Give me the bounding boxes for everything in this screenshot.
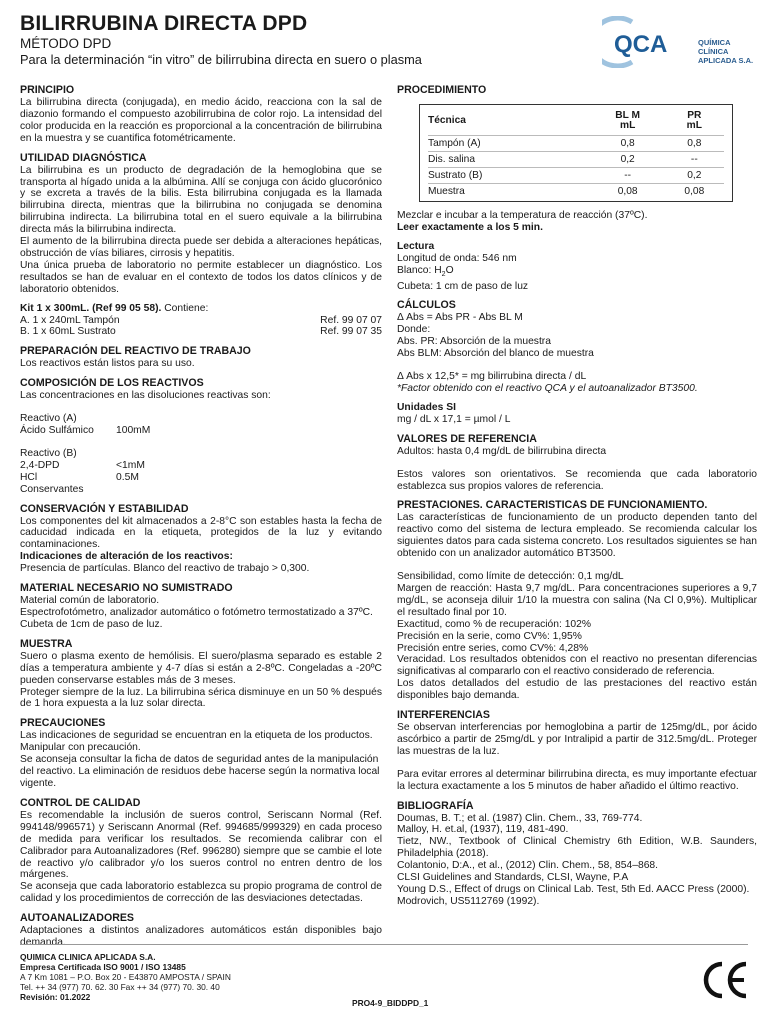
column-header: Técnica bbox=[428, 115, 466, 126]
valores-p2: Estos valores son orientativos. Se recomienda que cada laboratorio establezca sus propios valores de referencia. bbox=[397, 468, 757, 492]
composicion-text: Las concentraciones en las disoluciones reactivas son: bbox=[20, 390, 271, 402]
conservacion-text: Los componentes del kit almacenados a 2-8°C son estables hasta la fecha de caducidad indicada en la etiqueta, protegidos de la luz y evitando contaminaciones. bbox=[20, 515, 382, 551]
section-material bbox=[20, 582, 382, 631]
muestra-p1: Suero o plasma exento de hemólisis. El suero/plasma separado es estable 2 días a temperatura ambiente y 4-7 días si están a 2-8ºC. Congeladas a -20ºC pueden conservarse estables más de 3 meses. bbox=[20, 650, 382, 686]
section-precauciones bbox=[20, 717, 382, 790]
kit-item: A. 1 x 240mL Tampón Ref. 99 07 07 bbox=[20, 314, 382, 326]
heading-principio: PRINCIPIO bbox=[20, 84, 75, 96]
procedure-instruction-bold: Leer exactamente a los 5 min. bbox=[397, 221, 543, 233]
calc-footnote: *Factor obtenido con el reactivo QCA y el autoanalizador BT3500. bbox=[397, 383, 698, 395]
reference-item: CLSI Guidelines and Standards, CLSI, Wayne, P.A bbox=[397, 872, 629, 884]
heading-composicion: COMPOSICIÓN DE LOS REACTIVOS bbox=[20, 377, 204, 390]
heading-precauciones: PRECAUCIONES bbox=[20, 717, 106, 730]
section-lectura bbox=[397, 241, 757, 293]
heading-procedimiento: PROCEDIMIENTO bbox=[397, 84, 487, 96]
prestaciones-line: Precisión entre series, como CV%: 4,28% bbox=[397, 642, 589, 654]
valores-text: Adultos: hasta 0,4 mg/dL de bilirrubina directa bbox=[397, 445, 607, 457]
right-column bbox=[397, 84, 757, 915]
procedure-instruction: Mezclar e incubar a la temperatura de reacción (37ºC). bbox=[397, 210, 648, 221]
reagent-row: HCl 0.5M bbox=[20, 471, 139, 483]
section-preparacion bbox=[20, 345, 382, 370]
prestaciones-p1: Las características de funcionamiento de un producto dependen tanto del reactivo como del sistema de lectura empleado. Se recomienda calcular los siguientes datos para cada sistema concreto. Los resultados siguientes se han obtenido con un analizador automático BT3500. bbox=[397, 512, 757, 560]
document-header bbox=[20, 12, 760, 72]
section-bibliografia bbox=[397, 800, 757, 908]
material-line: Material común de laboratorio. bbox=[20, 595, 160, 607]
reagent-row: Conservantes bbox=[20, 483, 84, 495]
section-prestaciones bbox=[397, 499, 757, 702]
calc-line: Abs. PR: Absorción de la muestra bbox=[397, 336, 551, 348]
footer-cert: Empresa Certificada ISO 9001 / ISO 13485 bbox=[20, 962, 186, 972]
footer-address: A 7 Km 1081 – P.O. Box 20 - E43870 AMPOSTA / SPAIN bbox=[20, 972, 231, 982]
heading-interferencias: INTERFERENCIAS bbox=[397, 709, 490, 722]
heading-lectura: Lectura bbox=[397, 240, 435, 252]
procedure-table bbox=[428, 109, 724, 199]
prestaciones-line: Los datos detallados del estudio de las prestaciones del reactivo están disponibles bajo demanda. bbox=[397, 678, 757, 702]
conservacion-subheading: Indicaciones de alteración de los reactivos: bbox=[20, 551, 233, 563]
calc-formula: Δ Abs x 12,5* = mg bilirrubina directa / dL bbox=[397, 371, 587, 383]
section-kit bbox=[20, 303, 382, 339]
logo-company-name: QUÍMICA CLÍNICA APLICADA S.A. bbox=[698, 38, 754, 65]
section-unidades bbox=[397, 402, 757, 426]
table-row: Dis. salina 0,2 -- bbox=[428, 152, 724, 168]
calc-line: Donde: bbox=[397, 324, 431, 336]
utilidad-p2: El aumento de la bilirrubina directa puede ser debida a alteraciones hepáticas, obstrucción de vías biliares, cirrosis y hepatitis. bbox=[20, 236, 382, 259]
muestra-p2: Proteger siempre de la luz. La bilirrubina sérica disminuye en un 50 % después de 1 hora expuesta a la luz solar directa. bbox=[20, 686, 382, 710]
lectura-line: Longitud de onda: 546 nm bbox=[397, 252, 517, 264]
table-row: Muestra 0,08 0,08 bbox=[428, 184, 724, 200]
table-row: Sustrato (B) -- 0,2 bbox=[428, 168, 724, 184]
heading-prestaciones: PRESTACIONES. CARACTERISTICAS DE FUNCIONAMIENTO. bbox=[397, 499, 708, 512]
heading-material: MATERIAL NECESARIO NO SUMISTRADO bbox=[20, 582, 233, 595]
prestaciones-line: Sensibilidad, como límite de detección: 0,1 mg/dL bbox=[397, 571, 624, 583]
utilidad-p1: La bilirrubina es un producto de degradación de la hemoglobina que se transporta al hígado unida a la albúmina. Allí se conjuga con ácido glucorónico y se excreta a través de la bilis. Esta bilirrubina conjugada es la llamada bilirrubina directa, mientras que la bilirrubina no conjugada se denomina bilirrubina indirecta. La bilirrubina total en el suero equivale a la bilirrubina directa más la bilirrubina indirecta. bbox=[20, 164, 382, 236]
precauciones-p1: Las indicaciones de seguridad se encuentran en la etiqueta de los productos. Manipular con precaución. bbox=[20, 730, 373, 754]
reference-item: Colantonio, D:A., et al., (2012) Clin. Chem., 58, 854–868. bbox=[397, 860, 659, 872]
section-muestra bbox=[20, 638, 382, 711]
document-title: BILIRRUBINA DIRECTA DPD bbox=[20, 12, 308, 35]
footer-company: QUIMICA CLINICA APLICADA S.A. bbox=[20, 952, 156, 962]
prestaciones-line: Precisión en la serie, como CV%: 1,95% bbox=[397, 630, 582, 642]
ce-mark-icon bbox=[700, 960, 750, 1000]
document-subtitle: MÉTODO DPD bbox=[20, 36, 112, 51]
heading-calculos: CÁLCULOS bbox=[397, 299, 456, 312]
precauciones-p2: Se aconseja consultar la ficha de datos de seguridad antes de la manipulación del reactivo. La eliminación de residuos debe hacerse según la normativa local vigente. bbox=[20, 754, 380, 789]
lectura-line: Cubeta: 1 cm de paso de luz bbox=[397, 280, 529, 292]
section-interferencias bbox=[397, 709, 757, 793]
table-header-row bbox=[428, 109, 724, 136]
column-header: BL M mL bbox=[615, 110, 641, 131]
control-p1: Es recomendable la inclusión de sueros control, Seriscann Normal (Ref. 994148/996571) y Seriscann Anormal (Ref. 994685/999329) en cada proceso de medida para verificar los resultados. Se recomienda calibrar con el Calibrador para Autoanalizadores (Ref. 996280) siempre que se cambie el lote de reactivo y/o calibrador y/o los sueros control no entren dentro de los márgenes. bbox=[20, 809, 382, 881]
conservacion-subtext: Presencia de partículas. Blanco del reactivo de trabajo > 0,300. bbox=[20, 563, 310, 575]
section-procedimiento bbox=[397, 84, 757, 234]
material-line: Cubeta de 1cm de paso de luz. bbox=[20, 618, 163, 630]
section-utilidad bbox=[20, 152, 382, 296]
document-tagline: Para la determinación “in vitro” de bilirrubina directa en suero o plasma bbox=[20, 52, 422, 67]
left-column bbox=[20, 84, 382, 956]
reference-item: Malloy, H. et.al, (1937), 119, 481-490. bbox=[397, 824, 569, 836]
prestaciones-line: Exactitud, como % de recuperación: 102% bbox=[397, 618, 592, 630]
heading-unidades: Unidades SI bbox=[397, 401, 456, 413]
unidades-text: mg / dL x 17,1 = µmol / L bbox=[397, 413, 511, 425]
heading-utilidad: UTILIDAD DIAGNÓSTICA bbox=[20, 151, 147, 164]
material-line: Espectrofotómetro, analizador automático o fotómetro termostatizado a 37ºC. bbox=[20, 607, 373, 618]
interferencias-p2: Para evitar errores al determinar bilirrubina directa, es muy importante efectuar la lectura exactamente a los 5 minutos de haber añadido el último reactivo. bbox=[397, 768, 757, 792]
footer-divider bbox=[20, 944, 748, 945]
section-composicion bbox=[20, 377, 382, 495]
calc-line: Abs BLM: Absorción del blanco de muestra bbox=[397, 348, 594, 360]
section-conservacion bbox=[20, 503, 382, 576]
logo-mark: QCA bbox=[614, 31, 668, 58]
prestaciones-line: Veracidad. Los resultados obtenidos con el reactivo no presentan diferencias significativas al compararlo con el reactivo considerado de referencia. bbox=[397, 654, 757, 678]
footer-company-info bbox=[20, 952, 231, 1002]
interferencias-p1: Se observan interferencias por hemoglobina a partir de 125mg/dL, por ácido ascórbico a partir de 25mg/dL y por Intralipid a partir de 312.5mg/dL. Proteger las muestras de la luz. bbox=[397, 722, 757, 757]
control-p2: Se aconseja que cada laboratorio establezca su propio programa de control de calidad y los procedimientos de corrección de las desviaciones detectadas. bbox=[20, 881, 382, 905]
reference-item: Young D.S., Effect of drugs on Clinical Lab. Test, 5th Ed. AACC Press (2000). bbox=[397, 884, 750, 896]
heading-control: CONTROL DE CALIDAD bbox=[20, 796, 141, 809]
reagent-row: 2,4-DPD <1mM bbox=[20, 459, 145, 471]
principio-text: La bilirrubina directa (conjugada), en medio ácido, reacciona con la sal de diazonio formando el compuesto azobilirrubina de color rojo. La intensidad del color producida en la reacción es proporcional a la concentración de bilirrubina en la muestra y se cuantifica fotométricamente. bbox=[20, 97, 382, 144]
reactivo-b-label: Reactivo (B) bbox=[20, 447, 77, 459]
lectura-line: Blanco: $H_2O$ bbox=[397, 264, 454, 278]
kit-item: B. 1 x 60mL Sustrato Ref. 99 07 35 bbox=[20, 326, 382, 338]
heading-preparacion: PREPARACIÓN DEL REACTIVO DE TRABAJO bbox=[20, 345, 251, 358]
reference-item: Modrovich, US5112769 (1992). bbox=[397, 895, 540, 907]
column-header: PR mL bbox=[686, 110, 702, 131]
heading-autoanalizadores: AUTOANALIZADORES bbox=[20, 912, 134, 925]
footer-revision: Revisión: 01.2022 bbox=[20, 992, 91, 1002]
procedure-table-box bbox=[419, 104, 733, 202]
section-valores bbox=[397, 433, 757, 493]
reference-item: Doumas, B. T.; et al. (1987) Clin. Chem., 33, 769-774. bbox=[397, 812, 643, 824]
prestaciones-line: Margen de reacción: Hasta 9,7 mg/dL. Para concentraciones superiores a 9,7 mg/dL, se aconseja diluir 1/10 la muestra con salina (Na Cl 0,9%). Multiplicar el resultado final por 10. bbox=[397, 582, 757, 618]
reagent-row: Ácido Sulfámico 100mM bbox=[20, 425, 151, 437]
footer-tel: Tel. ++ 34 (977) 70. 62. 30 Fax ++ 34 (977) 70. 30. 40 bbox=[20, 982, 220, 992]
heading-valores: VALORES DE REFERENCIA bbox=[397, 432, 537, 445]
heading-muestra: MUESTRA bbox=[20, 637, 73, 650]
section-principio bbox=[20, 84, 382, 145]
autoanalizadores-text: Adaptaciones a distintos analizadores automáticos están disponibles bajo demanda. bbox=[20, 925, 382, 949]
calc-line: Δ Abs = Abs PR - Abs BL M bbox=[397, 312, 523, 324]
reactivo-a-label: Reactivo (A) bbox=[20, 413, 77, 425]
preparacion-text: Los reactivos están listos para su uso. bbox=[20, 358, 195, 370]
utilidad-p3: Una única prueba de laboratorio no permite establecer un diagnóstico. Los resultados se han de evaluar en el contexto de todos los datos clínicos y de laboratorio obtenidos. bbox=[20, 259, 382, 295]
table-row: Tampón (A) 0,8 0,8 bbox=[428, 136, 724, 152]
heading-conservacion: CONSERVACIÓN Y ESTABILIDAD bbox=[20, 502, 189, 515]
reference-item: Tietz, NW., Textbook of Clinical Chemistry 6th Edition, W.B. Saunders, Philadelphia (2018). bbox=[397, 836, 757, 860]
qca-logo bbox=[602, 16, 762, 68]
qca-logo-icon bbox=[602, 16, 698, 68]
kit-heading: Kit 1 x 300mL. (Ref 99 05 58). Contiene: bbox=[20, 302, 209, 314]
section-control bbox=[20, 797, 382, 905]
heading-bibliografia: BIBLIOGRAFÍA bbox=[397, 799, 474, 812]
document-reference: PRO4-9_BIDDPD_1 bbox=[352, 998, 429, 1008]
section-calculos bbox=[397, 299, 757, 394]
